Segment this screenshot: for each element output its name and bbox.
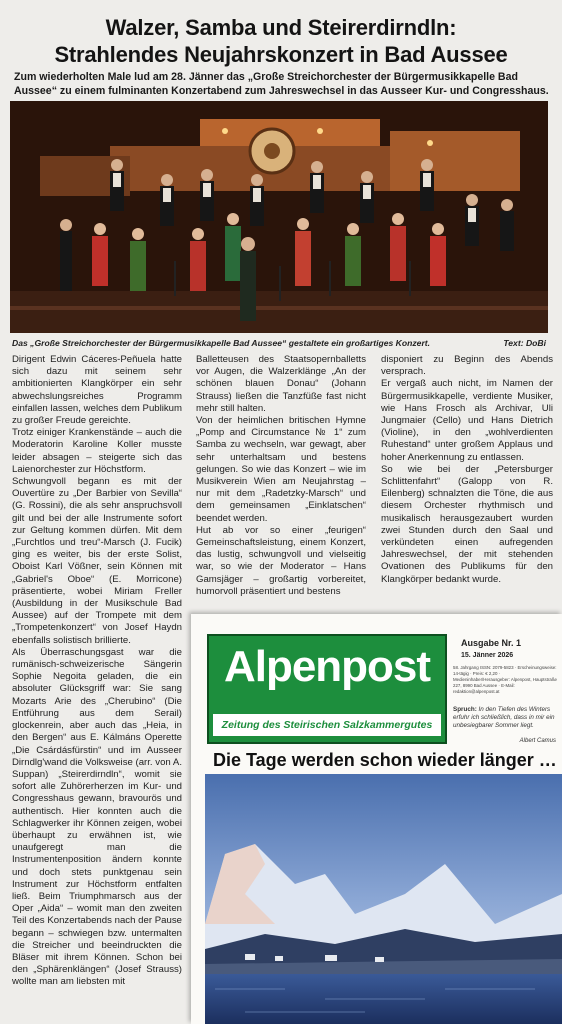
headline-line-1: Walzer, Samba und Steirerdirndln: [105, 15, 457, 40]
quote-author: Albert Camus [519, 738, 556, 744]
paragraph: disponiert zu Beginn des Abends versprach. [381, 354, 553, 378]
paragraph: Hut ab vor so einer „feurigen“ Gemeinschaftsleistung, einem Konzert, das lustig, schwungvoll und vielseitig war, so wie der Moderator – Hans Gamsjäger – großartig vorbereitet, humorvoll präsentiert und bestens [196, 524, 366, 597]
article-column-2 [196, 354, 366, 598]
paragraph: Von der heimlichen britischen Hymne „Pomp and Circumstance № 1“ zum Samba zu wechseln, war gewagt, aber sehr unterhaltsam und bestens gelungen. So wie das Konzert – wie im Musikverein Wien am Neujahrstag – nur mit dem „Radetzky-Marsch“ und dem gemeinsamen „Einklatschen“ beendet werden. [196, 415, 366, 524]
paragraph: Schwungvoll begann es mit der Ouvertüre zu „Der Barbier von Sevilla“ (G. Rossini), die als sehr anspruchsvoll gilt und bei der alle Instrumente sofort zur Geltung kommen dürfen. Mit dem „Furchtlos und treu“-Marsch (J. Fucik) ging es weiter, bis der erste Solist, Oboist Karl Vößner, sein Können mit „Gabriel's Oboe“ (E. Morricone) präsentierte, wobei Miriam Freller (Ausbildung in der Musikschule Bad Aussee) auf der Trompete mit dem „Trompetenkonzert“ von Josef Haydn ebenfalls solistisch brillierte. [12, 476, 182, 646]
paragraph: Balletteusen des Staatsopernballetts vor Augen, die Walzerklänge „An der schönen blauen Donau“ (Johann Strauss) ließen die Tanzfüße fast nicht mehr still halten. [196, 354, 366, 414]
quote-label: Spruch: [453, 706, 477, 713]
quote-box [453, 706, 559, 730]
orchestra-illustration [10, 101, 548, 333]
winter-lake-illustration [205, 774, 562, 1024]
paragraph: Dirigent Edwin Cáceres-Peñuela hatte sich dazu mit seinem sehr ambitionierten Klangkörper ein sehr abwechslungsreiches Programm einfallen lassen, welches dem Publikum zu großer Freude gereichte. [12, 354, 182, 427]
issue-date: 15. Jänner 2026 [461, 652, 514, 659]
lake-mountain-photo [205, 774, 562, 1024]
paragraph: Er vergaß auch nicht, im Namen der Bürgermusikkapelle, verdiente Musiker, wie Hans Frosch als Archivar, Uli Jungmaier (Cello) und Hans Dietrich (Violine), in den „wohlverdienten Ruhestand“ unter großem Applaus und hoher Anerkennung zu entlassen. [381, 378, 553, 463]
quote-text: In den Tiefen des Winters erfuhr ich schließlich, dass in mir ein unbesiegbarer Sommer liegt. [453, 706, 555, 729]
masthead-banner [207, 634, 447, 744]
photo-caption: Das „Große Streichorchester der Bürgermusikkapelle Bad Aussee“ gestaltete ein großartiges Konzert. [12, 338, 431, 348]
front-page-headline: Die Tage werden schon wieder länger … [213, 750, 557, 770]
issue-info: 58. Jahrgang ISSN: 2079-5823 · Erscheinungsweise: 14-tägig · Preis: € 2,20 · Medieninhaber/Herausgeber: Alpenpost, Hauptstraße 227, 8990 Bad Aussee · E-Mail: redaktion@alpenpost.at [453, 665, 557, 694]
article-lead: Zum wiederholten Male lud am 28. Jänner das „Große Streichorchester der Bürgermusikkapelle Bad Aussee“ zu einem fulminanten Konzertabend zum Jahreswechsel in das Ausseer Kur- und Congresshaus. [14, 71, 549, 97]
headline-line-2: Strahlendes Neujahrskonzert in Bad Aussee [54, 42, 508, 67]
article-headline [0, 14, 562, 68]
alpenpost-front-page [191, 614, 562, 1024]
paragraph: Als Überraschungsgast war die rumänisch-schweizerische Sängerin Sophie Negoita geladen, die ein absoluter Glücksgriff war: Sie sang Mozarts Arie des „Cherubino“ (Die Entführung aus dem Serail) glockenrein, aber auch das „Heia, in den Bergen“ aus E. Kálmáns Operette „Die Csárdásfürstin“ und im Ausseer Dirndlg'wand die Volksweise (arr. von A. Suppan) „Steirerdirndln“, womit sie sofort alle Zuhörerherzen im Kur- und Congresshaus gewann, bravourös und authentisch. Hier konnten auch die Schlagwerker ihr Können zeigen, wobei überhaupt zu erwähnen ist, wie unaufgeregt man die Instrumentenposition ändern konnte und doch stets punktgenau sein Instrument zur Höchstform entfalten ließ. Beim Triumphmarsch aus der Oper „Aida“ – womit man den zweiten Teil des Konzertabends nach der Pause begann – schwiegen bzw. untermalten die Streicher und beeindruckten die Bläser mit ihrem Können. Schon bei den „Sphärenklängen“ (Josef Strauss) wollte man am liebsten mit [12, 646, 182, 988]
masthead-title: Alpenpost [223, 642, 431, 691]
paragraph: So wie bei der „Petersburger Schlittenfahrt“ (Galopp von R. Eilenberg) schnalzten die Töne, die aus diesem Orchester rhythmisch und musikalisch herausgezaubert wurden zwei Stunden durch den Saal und verkündeten einen aufregenden Jahreswechsel, der mit stehenden Ovationen des Publikums für den Klangkörper bedankt wurde. [381, 463, 553, 585]
orchestra-photo [10, 101, 548, 333]
photo-credit: Text: DoBi [503, 338, 546, 348]
article-column-3 [381, 354, 553, 586]
article-column-1 [12, 354, 182, 989]
issue-number: Ausgabe Nr. 1 [461, 638, 522, 648]
masthead-subtitle: Zeitung des Steirischen Salzkammergutes [213, 714, 441, 736]
paragraph: Trotz einiger Krankenstände – auch die Moderatorin Karoline Koller musste leider absagen – steigerte sich das Laienorchester zur Höchstform. [12, 427, 182, 475]
